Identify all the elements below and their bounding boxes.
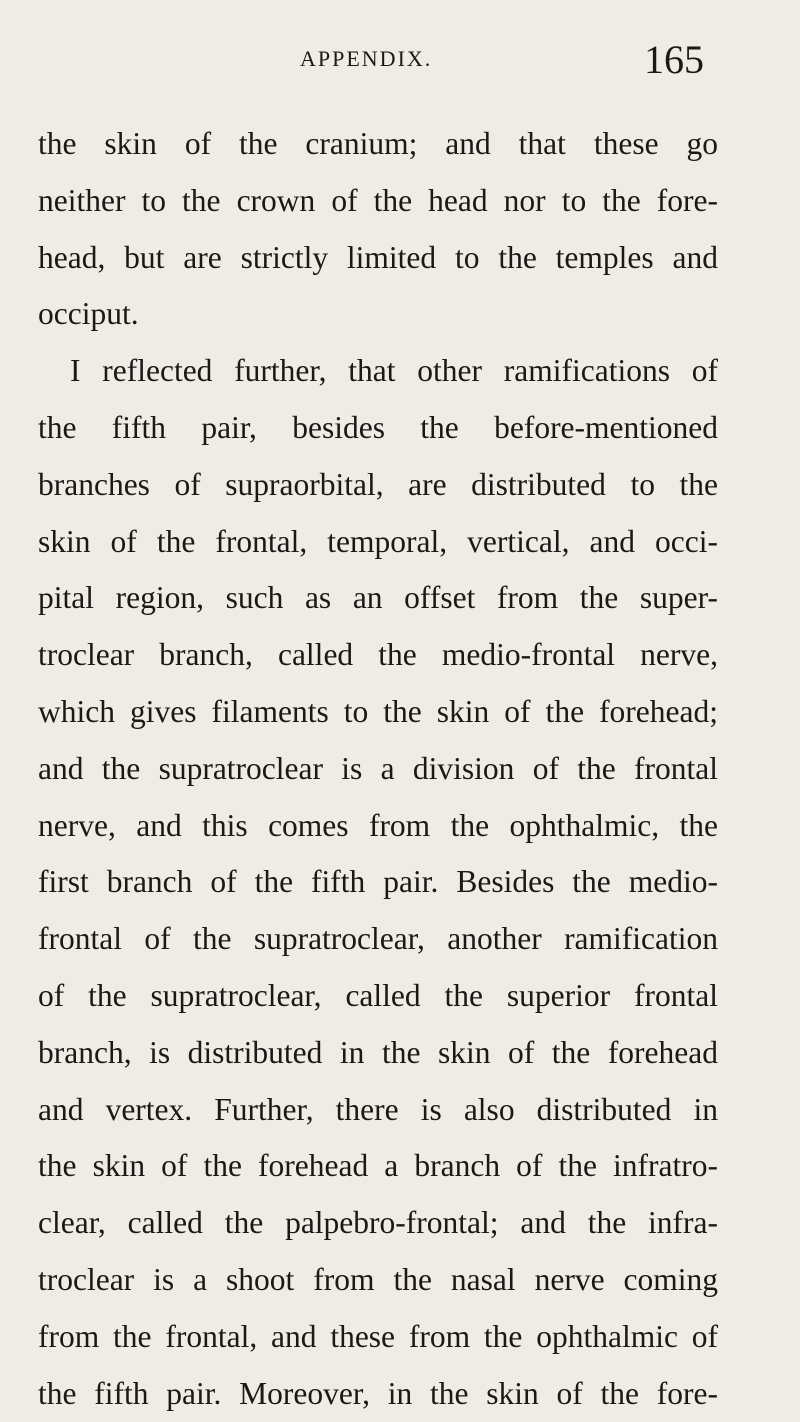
text-line: from the frontal, and these from the ophthalmic of bbox=[38, 1318, 718, 1354]
text-line: clear, called the palpebro-frontal; and the infra- bbox=[38, 1205, 718, 1241]
text-line: troclear is a shoot from the nasal nerve coming bbox=[38, 1261, 718, 1297]
page-number: 165 bbox=[644, 37, 704, 82]
text-line: the skin of the forehead a branch of the infratro- bbox=[38, 1148, 718, 1184]
running-head bbox=[0, 32, 800, 88]
text-line: of the supratroclear, called the superior frontal bbox=[38, 977, 718, 1013]
text-line: the fifth pair, besides the before-mentioned bbox=[38, 409, 718, 445]
body-text bbox=[38, 116, 718, 1422]
text-line: occiput. bbox=[38, 296, 139, 332]
text-line: and the supratroclear is a division of the frontal bbox=[38, 750, 718, 786]
text-line: skin of the frontal, temporal, vertical, and occi- bbox=[38, 523, 718, 559]
text-line: branches of supraorbital, are distributed to the bbox=[38, 466, 718, 502]
text-line: branch, is distributed in the skin of the forehead bbox=[38, 1034, 718, 1070]
text-line: frontal of the supratroclear, another ramification bbox=[38, 921, 718, 957]
text-line: the skin of the cranium; and that these go bbox=[38, 126, 718, 161]
text-line: the fifth pair. Moreover, in the skin of the fore- bbox=[38, 1375, 718, 1411]
text-line: pital region, such as an offset from the super- bbox=[38, 580, 718, 616]
text-line: head, but are strictly limited to the temples and bbox=[38, 239, 718, 275]
text-line: I reflected further, that other ramifications of bbox=[70, 353, 718, 389]
text-line: nerve, and this comes from the ophthalmic, the bbox=[38, 807, 718, 843]
text-line: which gives filaments to the skin of the forehead; bbox=[38, 693, 718, 729]
text-line: and vertex. Further, there is also distributed in bbox=[38, 1091, 718, 1127]
text-line: troclear branch, called the medio-frontal nerve, bbox=[38, 637, 718, 673]
running-head-title: APPENDIX. bbox=[300, 46, 433, 71]
text-line: neither to the crown of the head nor to the fore- bbox=[38, 182, 718, 218]
text-line: first branch of the fifth pair. Besides the medio- bbox=[38, 864, 718, 900]
